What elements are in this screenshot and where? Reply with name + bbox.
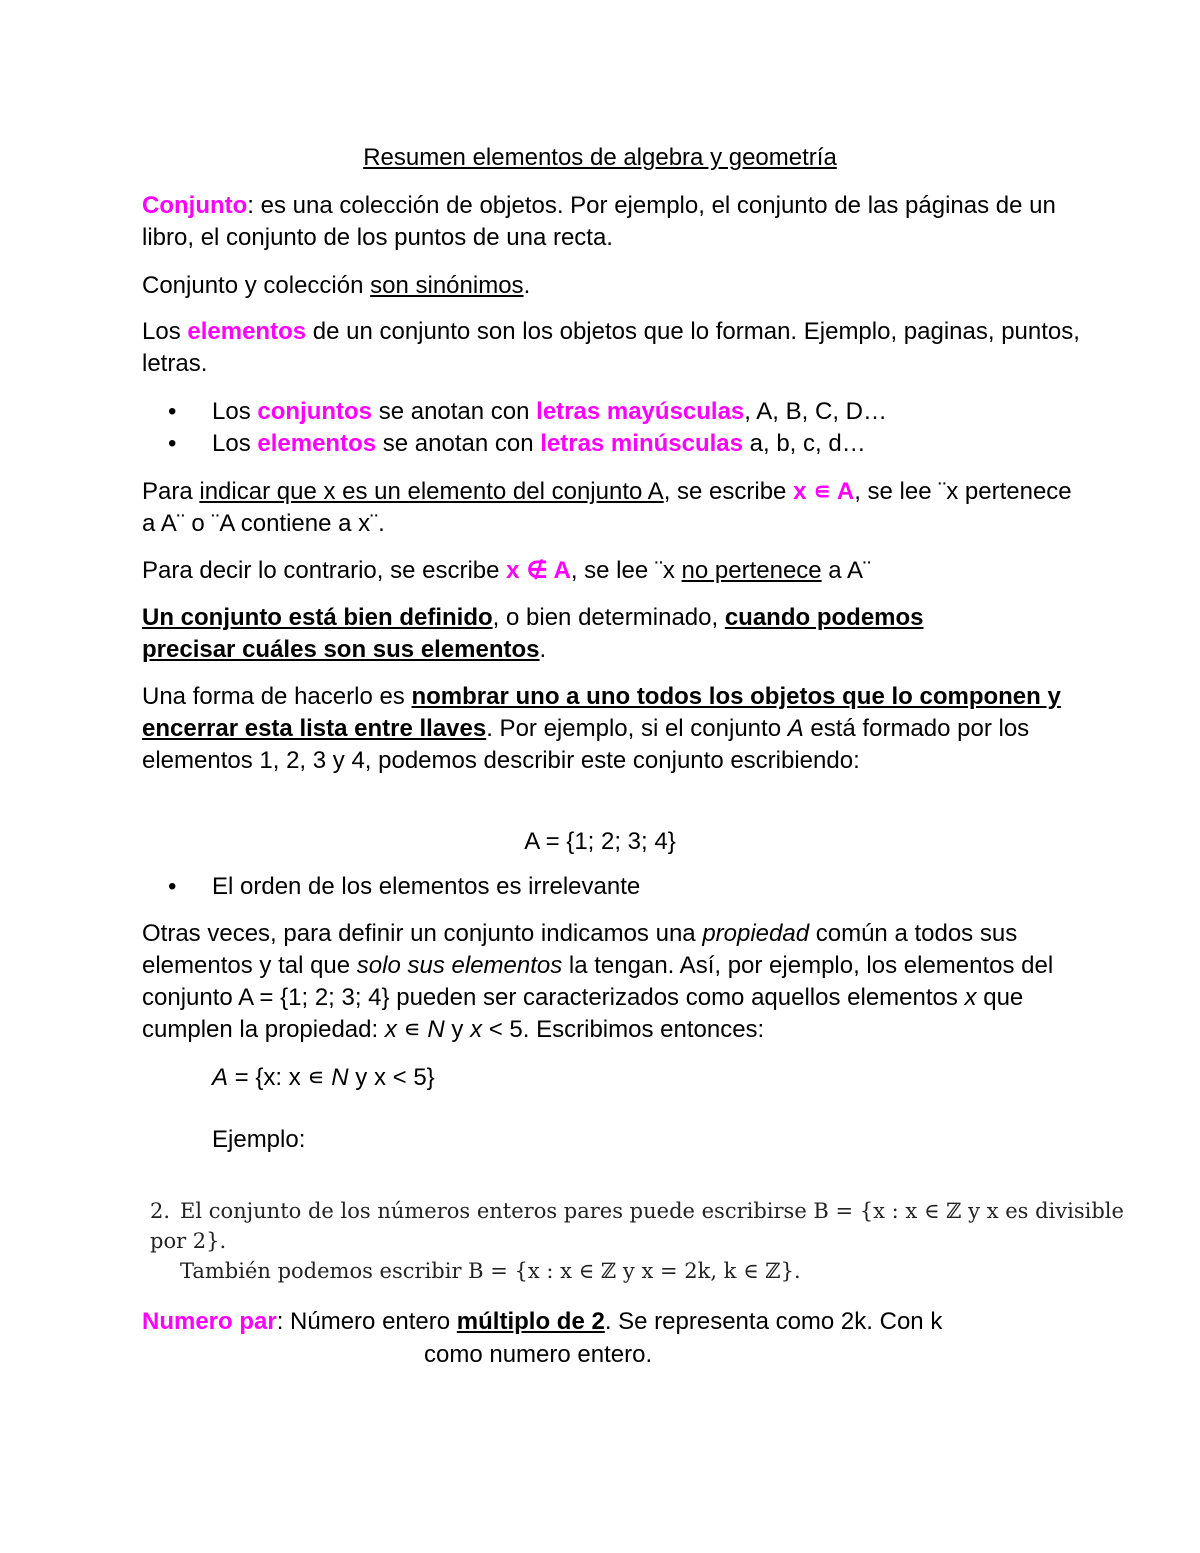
formula-comprension <box>212 1062 1152 1094</box>
extension-text: está formado por los elementos 1, 2, 3 y 4, podemos describir este conjunto escribiendo: <box>142 715 1030 774</box>
no-pertenece-underlined: no pertenece <box>681 557 822 584</box>
formula-text: = {x: x ∊ <box>228 1064 332 1091</box>
comprension-text: ∊ <box>396 1016 428 1043</box>
term-conjunto: Conjunto <box>142 192 248 219</box>
bullet-text: se anotan con <box>376 430 541 457</box>
comprension-text: y <box>444 1016 471 1043</box>
page-title <box>0 142 1200 174</box>
pertenece-symbol: x ∊ A <box>793 478 855 505</box>
bien-definido-text: , o bien determinado, <box>492 604 725 631</box>
synonyms-text: Conjunto y colección <box>142 272 371 299</box>
formula-text: y x < 5} <box>348 1064 435 1091</box>
latex-number: 2. <box>150 1199 171 1223</box>
bien-definido-period: . <box>539 636 547 663</box>
extension-text: Una forma de hacerlo es <box>142 683 412 710</box>
bullet-text: El orden de los elementos es irrelevante <box>212 873 641 900</box>
numero-par-continuation-text: como numero entero. <box>424 1341 653 1368</box>
pertenece-text: Para <box>142 478 200 505</box>
numero-par-text: : Número entero <box>276 1308 457 1335</box>
ejemplo-label <box>212 1124 1152 1156</box>
comprension-text: que cumplen la propiedad: <box>142 984 1024 1043</box>
numero-par-underlined: múltiplo de 2 <box>456 1308 605 1335</box>
comprension-paragraph <box>142 918 1062 1046</box>
no-pertenece-text: Para decir lo contrario, se escribe <box>142 557 507 584</box>
comprension-italic: x <box>470 1016 483 1043</box>
extension-italic: A <box>787 715 804 742</box>
latex-line-1 <box>150 1196 1130 1256</box>
term-numero-par: Numero par <box>142 1308 277 1335</box>
numero-par-continuation <box>424 1339 1200 1371</box>
no-pertenece-symbol: x ∉ A <box>506 557 571 584</box>
term-elementos: elementos <box>187 318 307 345</box>
bullet-term: letras mayúsculas <box>536 398 745 425</box>
comprension-italic: propiedad <box>702 920 810 947</box>
elementos-prefix: Los <box>142 318 188 345</box>
ejemplo-label-text: Ejemplo: <box>212 1126 306 1153</box>
title-text: Resumen elementos de algebra y geometría <box>363 144 837 171</box>
elementos-paragraph <box>142 316 1082 380</box>
bullet-text: , A, B, C, D… <box>744 398 887 425</box>
comprension-text: la tengan. Así, por ejemplo, los elementos del conjunto A = {1; 2; 3; 4} pueden ser caracterizados como aquellos elementos <box>142 952 1054 1011</box>
formula-extension-text: A = {1; 2; 3; 4} <box>524 828 676 855</box>
bien-definido-underlined: cuando podemos precisar cuáles son sus elementos <box>142 604 924 663</box>
pertenece-paragraph <box>142 476 1082 540</box>
notation-list <box>168 396 887 460</box>
comprension-text: < 5. Escribimos entonces: <box>482 1016 765 1043</box>
conjunto-definition-text: : es una colección de objetos. Por ejemplo, el conjunto de las páginas de un libro, el conjunto de los puntos de una recta. <box>142 192 1056 251</box>
latex-example <box>150 1196 1130 1286</box>
extension-text: . Por ejemplo, si el conjunto <box>486 715 788 742</box>
no-pertenece-paragraph <box>142 555 1082 587</box>
formula-italic: N <box>331 1064 349 1091</box>
formula-italic: A <box>212 1064 229 1091</box>
bullet-term: conjuntos <box>257 398 373 425</box>
comprension-text: Otras veces, para definir un conjunto indicamos una <box>142 920 703 947</box>
pertenece-text: , se lee ¨x pertenece a A¨ o ¨A contiene a x¨. <box>142 478 1072 537</box>
list-item <box>168 871 640 903</box>
numero-par-paragraph <box>142 1306 1082 1338</box>
pertenece-underlined: indicar que x es un elemento del conjunto A <box>199 478 664 505</box>
latex-line-2-text: También podemos escribir B = {x : x ∈ ℤ y x = 2k, k ∈ ℤ}. <box>180 1259 801 1283</box>
conjunto-definition <box>142 190 1082 254</box>
elementos-text: de un conjunto son los objetos que lo forman. Ejemplo, paginas, puntos, letras. <box>142 318 1080 377</box>
comprension-italic: x <box>384 1016 397 1043</box>
bullet-text: Los <box>212 398 258 425</box>
formula-extension <box>0 826 1200 858</box>
comprension-italic: x <box>964 984 977 1011</box>
bullet-term: elementos <box>257 430 377 457</box>
bullet-text: Los <box>212 430 258 457</box>
latex-line-1-text: El conjunto de los números enteros pares puede escribirse B = {x : x ∈ ℤ y x es divisible por 2}. <box>150 1199 1124 1253</box>
synonyms-paragraph <box>142 270 1082 302</box>
list-item <box>168 396 887 428</box>
pertenece-text: , se escribe <box>663 478 794 505</box>
bien-definido-paragraph <box>142 602 1002 666</box>
bullet-text: se anotan con <box>372 398 537 425</box>
comprension-italic: N <box>427 1016 445 1043</box>
extension-underlined: nombrar uno a uno todos los objetos que lo componen y encerrar esta lista entre llaves <box>142 683 1061 742</box>
numero-par-text: . Se representa como 2k. Con k <box>604 1308 943 1335</box>
extension-paragraph <box>142 681 1082 777</box>
bullet-term: letras minúsculas <box>540 430 743 457</box>
comprension-italic: solo sus elementos <box>356 952 563 979</box>
synonyms-underlined: son sinónimos <box>370 272 524 299</box>
order-list <box>168 871 640 903</box>
synonyms-period: . <box>523 272 531 299</box>
no-pertenece-text: , se lee ¨x <box>570 557 682 584</box>
latex-line-2 <box>150 1256 1130 1286</box>
bien-definido-underlined: Un conjunto está bien definido <box>142 604 493 631</box>
list-item <box>168 428 887 460</box>
bullet-text: a, b, c, d… <box>742 430 866 457</box>
no-pertenece-text: a A¨ <box>821 557 871 584</box>
comprension-text: común a todos sus elementos y tal que <box>142 920 1018 979</box>
